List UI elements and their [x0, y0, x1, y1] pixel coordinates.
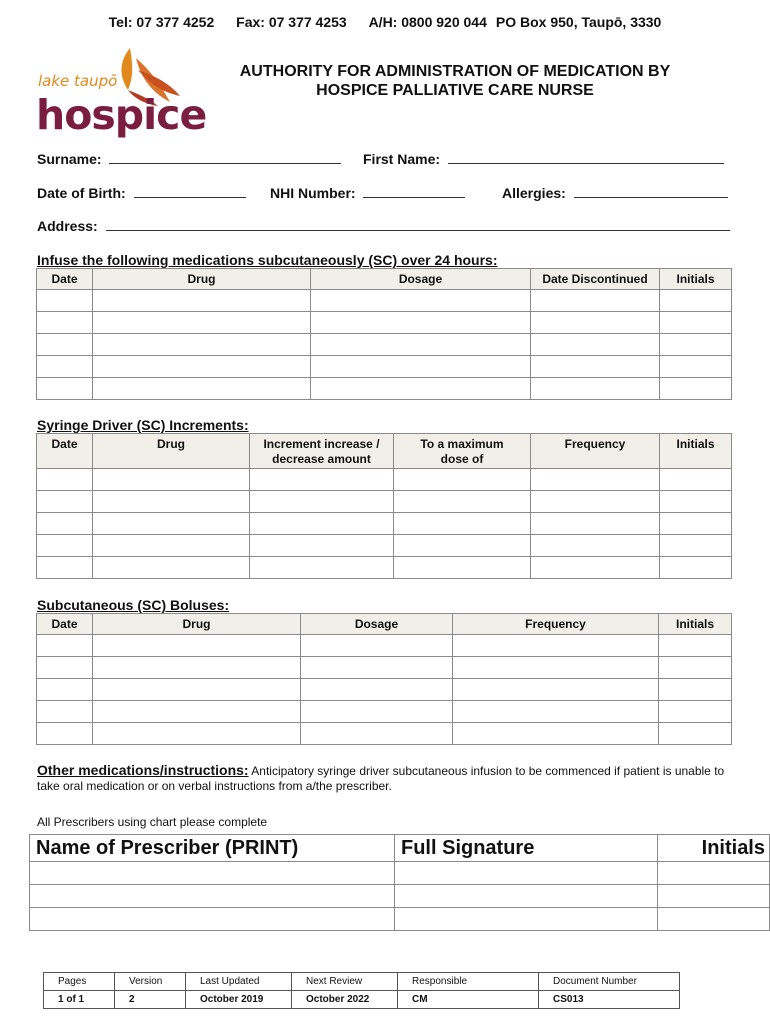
- table-row: [37, 334, 732, 356]
- col-drug: Drug: [93, 434, 250, 469]
- table-row: [37, 535, 732, 557]
- col-dosage: Dosage: [311, 269, 531, 290]
- first-name-label: First Name:: [363, 151, 441, 167]
- address-field[interactable]: [37, 218, 730, 234]
- other-text: Anticipatory syringe driver subcutaneous infusion to be commenced if patient is unable to take oral medication or on verbal instructions from a/the prescriber.: [37, 764, 725, 793]
- table-row: [30, 908, 770, 931]
- infuse-table: [36, 268, 732, 400]
- dob-field[interactable]: [37, 185, 246, 201]
- footer-label: Last Updated: [186, 973, 292, 991]
- col-frequency: Frequency: [453, 614, 659, 635]
- table-row: [30, 862, 770, 885]
- hospice-logo: [36, 40, 207, 140]
- infuse-section-title: Infuse the following medications subcutaneously (SC) over 24 hours:: [37, 252, 498, 268]
- allergies-label: Allergies:: [502, 185, 566, 201]
- table-row: [37, 469, 732, 491]
- table-row: [37, 679, 732, 701]
- footer-label: Version: [115, 973, 186, 991]
- table-row: [37, 635, 732, 657]
- surname-field[interactable]: [37, 151, 341, 167]
- footer-pages: 1 of 1: [44, 991, 115, 1009]
- col-initials: Initials: [658, 835, 770, 862]
- contact-line: [0, 14, 770, 30]
- document-control-table: [43, 972, 680, 1009]
- col-prescriber-name: Name of Prescriber (PRINT): [30, 835, 395, 862]
- table-row: [37, 356, 732, 378]
- form-title: [200, 62, 710, 100]
- allergies-field[interactable]: [502, 185, 728, 201]
- footer-label: Document Number: [539, 973, 680, 991]
- table-row: [37, 290, 732, 312]
- col-date-discontinued: Date Discontinued: [531, 269, 660, 290]
- col-initials: Initials: [660, 434, 732, 469]
- footer-last-updated: October 2019: [186, 991, 292, 1009]
- boluses-table: [36, 613, 732, 745]
- table-row: [37, 657, 732, 679]
- col-date: Date: [37, 434, 93, 469]
- footer-document-number: CS013: [539, 991, 680, 1009]
- table-row: [30, 885, 770, 908]
- after-hours: A/H: 0800 920 044: [368, 14, 487, 30]
- first-name-field[interactable]: [363, 151, 724, 167]
- col-increment: Increment increase / decrease amount: [250, 434, 394, 469]
- col-dosage: Dosage: [301, 614, 453, 635]
- other-label: Other medications/instructions:: [37, 762, 249, 778]
- table-row: [37, 491, 732, 513]
- logo-tagline: lake taupō: [38, 72, 118, 90]
- col-max-dose: To a maximum dose of: [394, 434, 531, 469]
- table-row: [37, 701, 732, 723]
- col-full-signature: Full Signature: [395, 835, 658, 862]
- logo-name: hospice: [36, 91, 207, 139]
- col-date: Date: [37, 614, 93, 635]
- po-box: PO Box 950, Taupō, 3330: [495, 14, 662, 30]
- table-row: [37, 378, 732, 400]
- table-row: [37, 557, 732, 579]
- prescriber-table: [29, 834, 770, 931]
- col-initials: Initials: [660, 269, 732, 290]
- col-initials: Initials: [659, 614, 732, 635]
- col-drug: Drug: [93, 614, 301, 635]
- col-date: Date: [37, 269, 93, 290]
- table-row: [37, 312, 732, 334]
- footer-label: Next Review: [292, 973, 398, 991]
- tel: Tel: 07 377 4252: [108, 14, 215, 30]
- title-line-1: AUTHORITY FOR ADMINISTRATION OF MEDICATION BY: [239, 63, 671, 80]
- increments-section-title: Syringe Driver (SC) Increments:: [37, 417, 249, 433]
- footer-label: Responsible: [398, 973, 539, 991]
- dob-label: Date of Birth:: [37, 185, 126, 201]
- address-label: Address:: [37, 218, 98, 234]
- fax: Fax: 07 377 4253: [236, 14, 347, 30]
- surname-label: Surname:: [37, 151, 102, 167]
- col-drug: Drug: [93, 269, 311, 290]
- table-row: [37, 513, 732, 535]
- footer-responsible: CM: [398, 991, 539, 1009]
- footer-next-review: October 2022: [292, 991, 398, 1009]
- nhi-label: NHI Number:: [270, 185, 356, 201]
- boluses-section-title: Subcutaneous (SC) Boluses:: [37, 597, 230, 613]
- footer-label: Pages: [44, 973, 115, 991]
- increments-table: [36, 433, 732, 579]
- other-instructions: [37, 763, 737, 794]
- nhi-field[interactable]: [270, 185, 465, 201]
- prescriber-note: All Prescribers using chart please complete: [37, 815, 268, 829]
- footer-version: 2: [115, 991, 186, 1009]
- col-frequency: Frequency: [531, 434, 660, 469]
- table-row: [37, 723, 732, 745]
- title-line-2: HOSPICE PALLIATIVE CARE NURSE: [316, 82, 594, 99]
